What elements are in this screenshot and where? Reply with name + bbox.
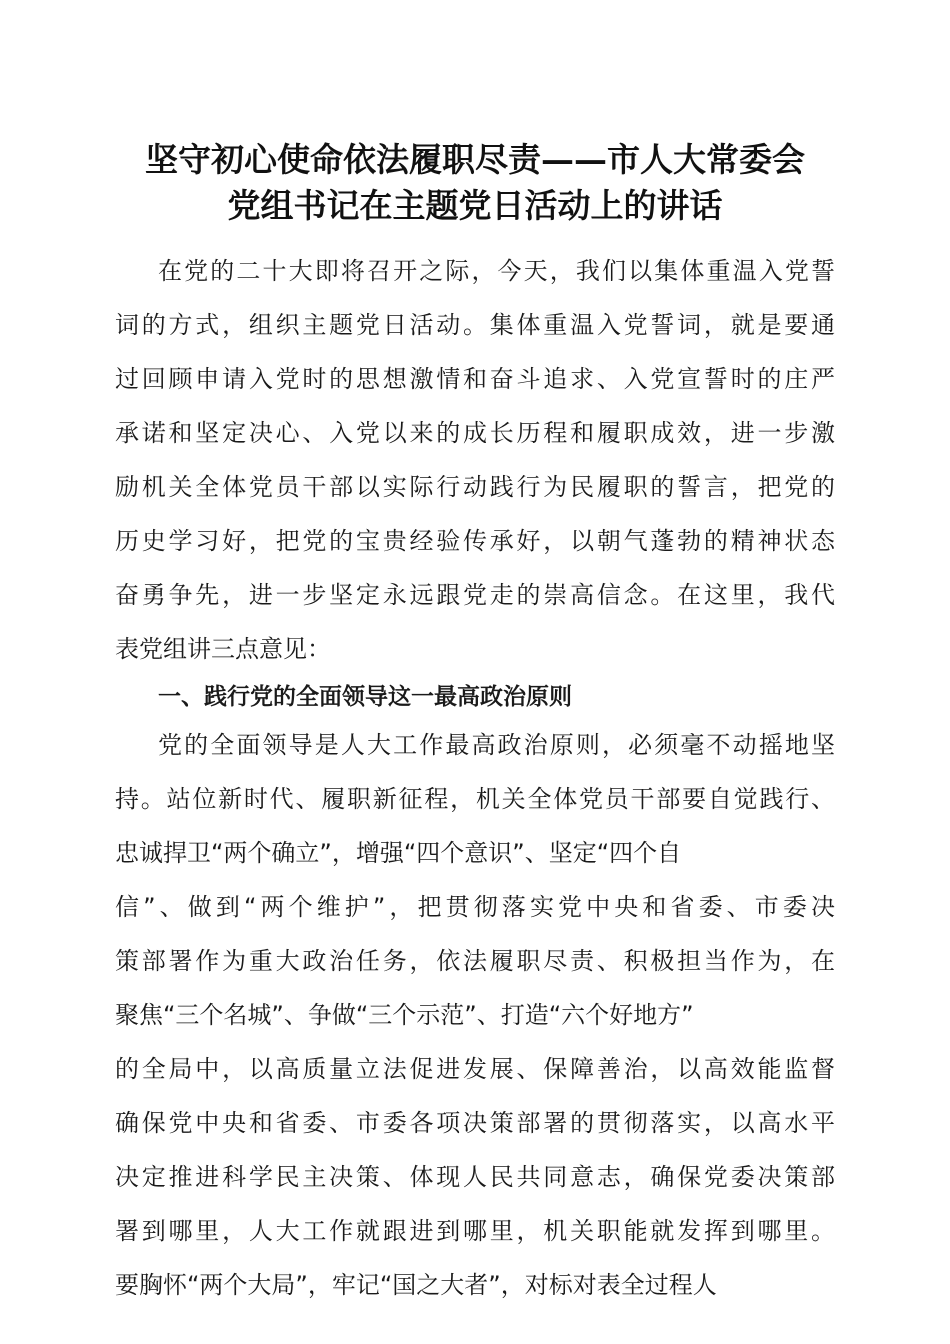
text-line: 决定推进科学民主决策、体现人民共同意志，确保党委决策部 <box>115 1163 838 1191</box>
text-line: 聚焦“三个名城”、争做“三个示范”、打造“六个好地方” <box>115 1001 694 1029</box>
text-line: 的全局中，以高质量立法促进发展、保障善治，以高效能监督 <box>115 1055 838 1083</box>
text-line: 承诺和坚定决心、入党以来的成长历程和履职成效，进一步激 <box>115 419 838 447</box>
text-line: 忠诚捍卫“两个确立”，增强“四个意识”、坚定“四个自 <box>115 839 682 867</box>
text-line: 持。站位新时代、履职新征程，机关全体党员干部要自觉践行、 <box>115 785 837 813</box>
text-line: 表党组讲三点意见： <box>115 635 331 663</box>
text-line: 在党的二十大即将召开之际，今天，我们以集体重温入党誓 <box>158 257 838 285</box>
text-line: 确保党中央和省委、市委各项决策部署的贯彻落实，以高水平 <box>115 1109 838 1137</box>
document-title-line-1: 坚守初心使命依法履职尽责——市人大常委会 <box>145 140 805 179</box>
section-heading-1: 一、践行党的全面领导这一最高政治原则 <box>158 684 572 710</box>
paragraph-1 <box>115 244 838 676</box>
text-line: 信”、做到“两个维护”，把贯彻落实党中央和省委、市委决 <box>115 893 840 921</box>
document-body <box>115 244 840 1312</box>
text-line: 历史学习好，把党的宝贵经验传承好，以朝气蓬勃的精神状态 <box>115 527 838 555</box>
text-line: 要胸怀“两个大局”，牢记“国之大者”，对标对表全过程人 <box>115 1271 717 1299</box>
text-line: 励机关全体党员干部以实际行动践行为民履职的誓言，把党的 <box>115 473 838 501</box>
paragraph-2 <box>115 718 840 1312</box>
text-line: 词的方式，组织主题党日活动。集体重温入党誓词，就是要通 <box>115 311 838 339</box>
text-line: 署到哪里，人大工作就跟进到哪里，机关职能就发挥到哪里。 <box>115 1217 838 1245</box>
text-line: 过回顾申请入党时的思想激情和奋斗追求、入党宣誓时的庄严 <box>115 365 838 393</box>
text-line: 策部署作为重大政治任务，依法履职尽责、积极担当作为，在 <box>115 947 838 975</box>
text-line: 党的全面领导是人大工作最高政治原则，必须毫不动摇地坚 <box>158 731 838 759</box>
text-line: 奋勇争先，进一步坚定永远跟党走的崇高信念。在这里，我代 <box>115 581 838 609</box>
document-title-line-2: 党组书记在主题党日活动上的讲话 <box>227 186 723 225</box>
